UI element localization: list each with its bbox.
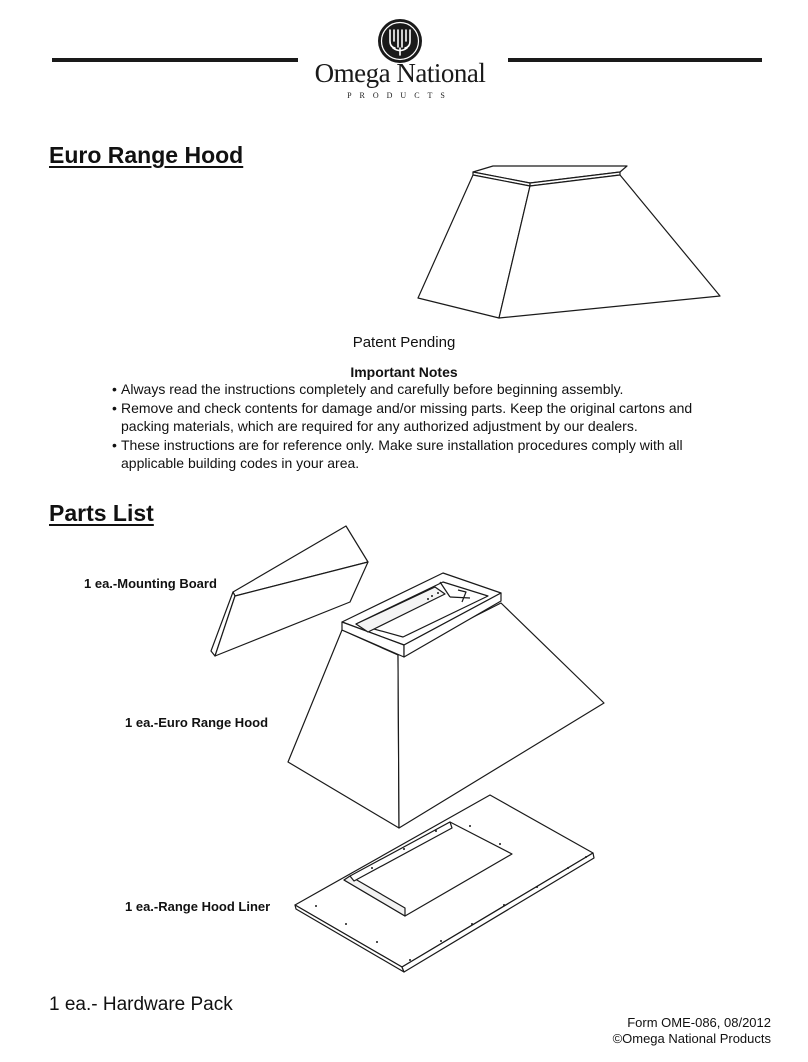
form-info: [613, 1015, 771, 1047]
parts-list-title: Parts List: [49, 500, 154, 526]
note-item: • Remove and check contents for damage and/or missing parts. Keep the original cartons and packing materials, which are required for any authorized adjustment by our dealers.: [112, 399, 712, 436]
form-number: Form OME-086, 08/2012: [627, 1015, 771, 1030]
brand-name: Omega National: [314, 58, 486, 88]
brand-subtitle: PRODUCTS: [347, 91, 453, 100]
patent-pending: Patent Pending: [352, 334, 456, 351]
important-notes-title: Important Notes: [350, 364, 458, 380]
part-label-mounting-board: 1 ea.-Mounting Board: [84, 576, 217, 591]
part-label-euro-range-hood: 1 ea.-Euro Range Hood: [125, 715, 269, 730]
copyright: ©Omega National Products: [612, 1031, 771, 1046]
hardware-pack-label: 1 ea.- Hardware Pack: [49, 994, 233, 1015]
part-label-range-hood-liner: 1 ea.-Range Hood Liner: [125, 899, 271, 914]
note-item: • These instructions are for reference only. Make sure installation procedures comply with all applicable building codes in your area.: [112, 436, 712, 473]
page-title: Euro Range Hood: [49, 142, 244, 168]
note-item: • Always read the instructions completely and carefully before beginning assembly.: [112, 380, 712, 399]
